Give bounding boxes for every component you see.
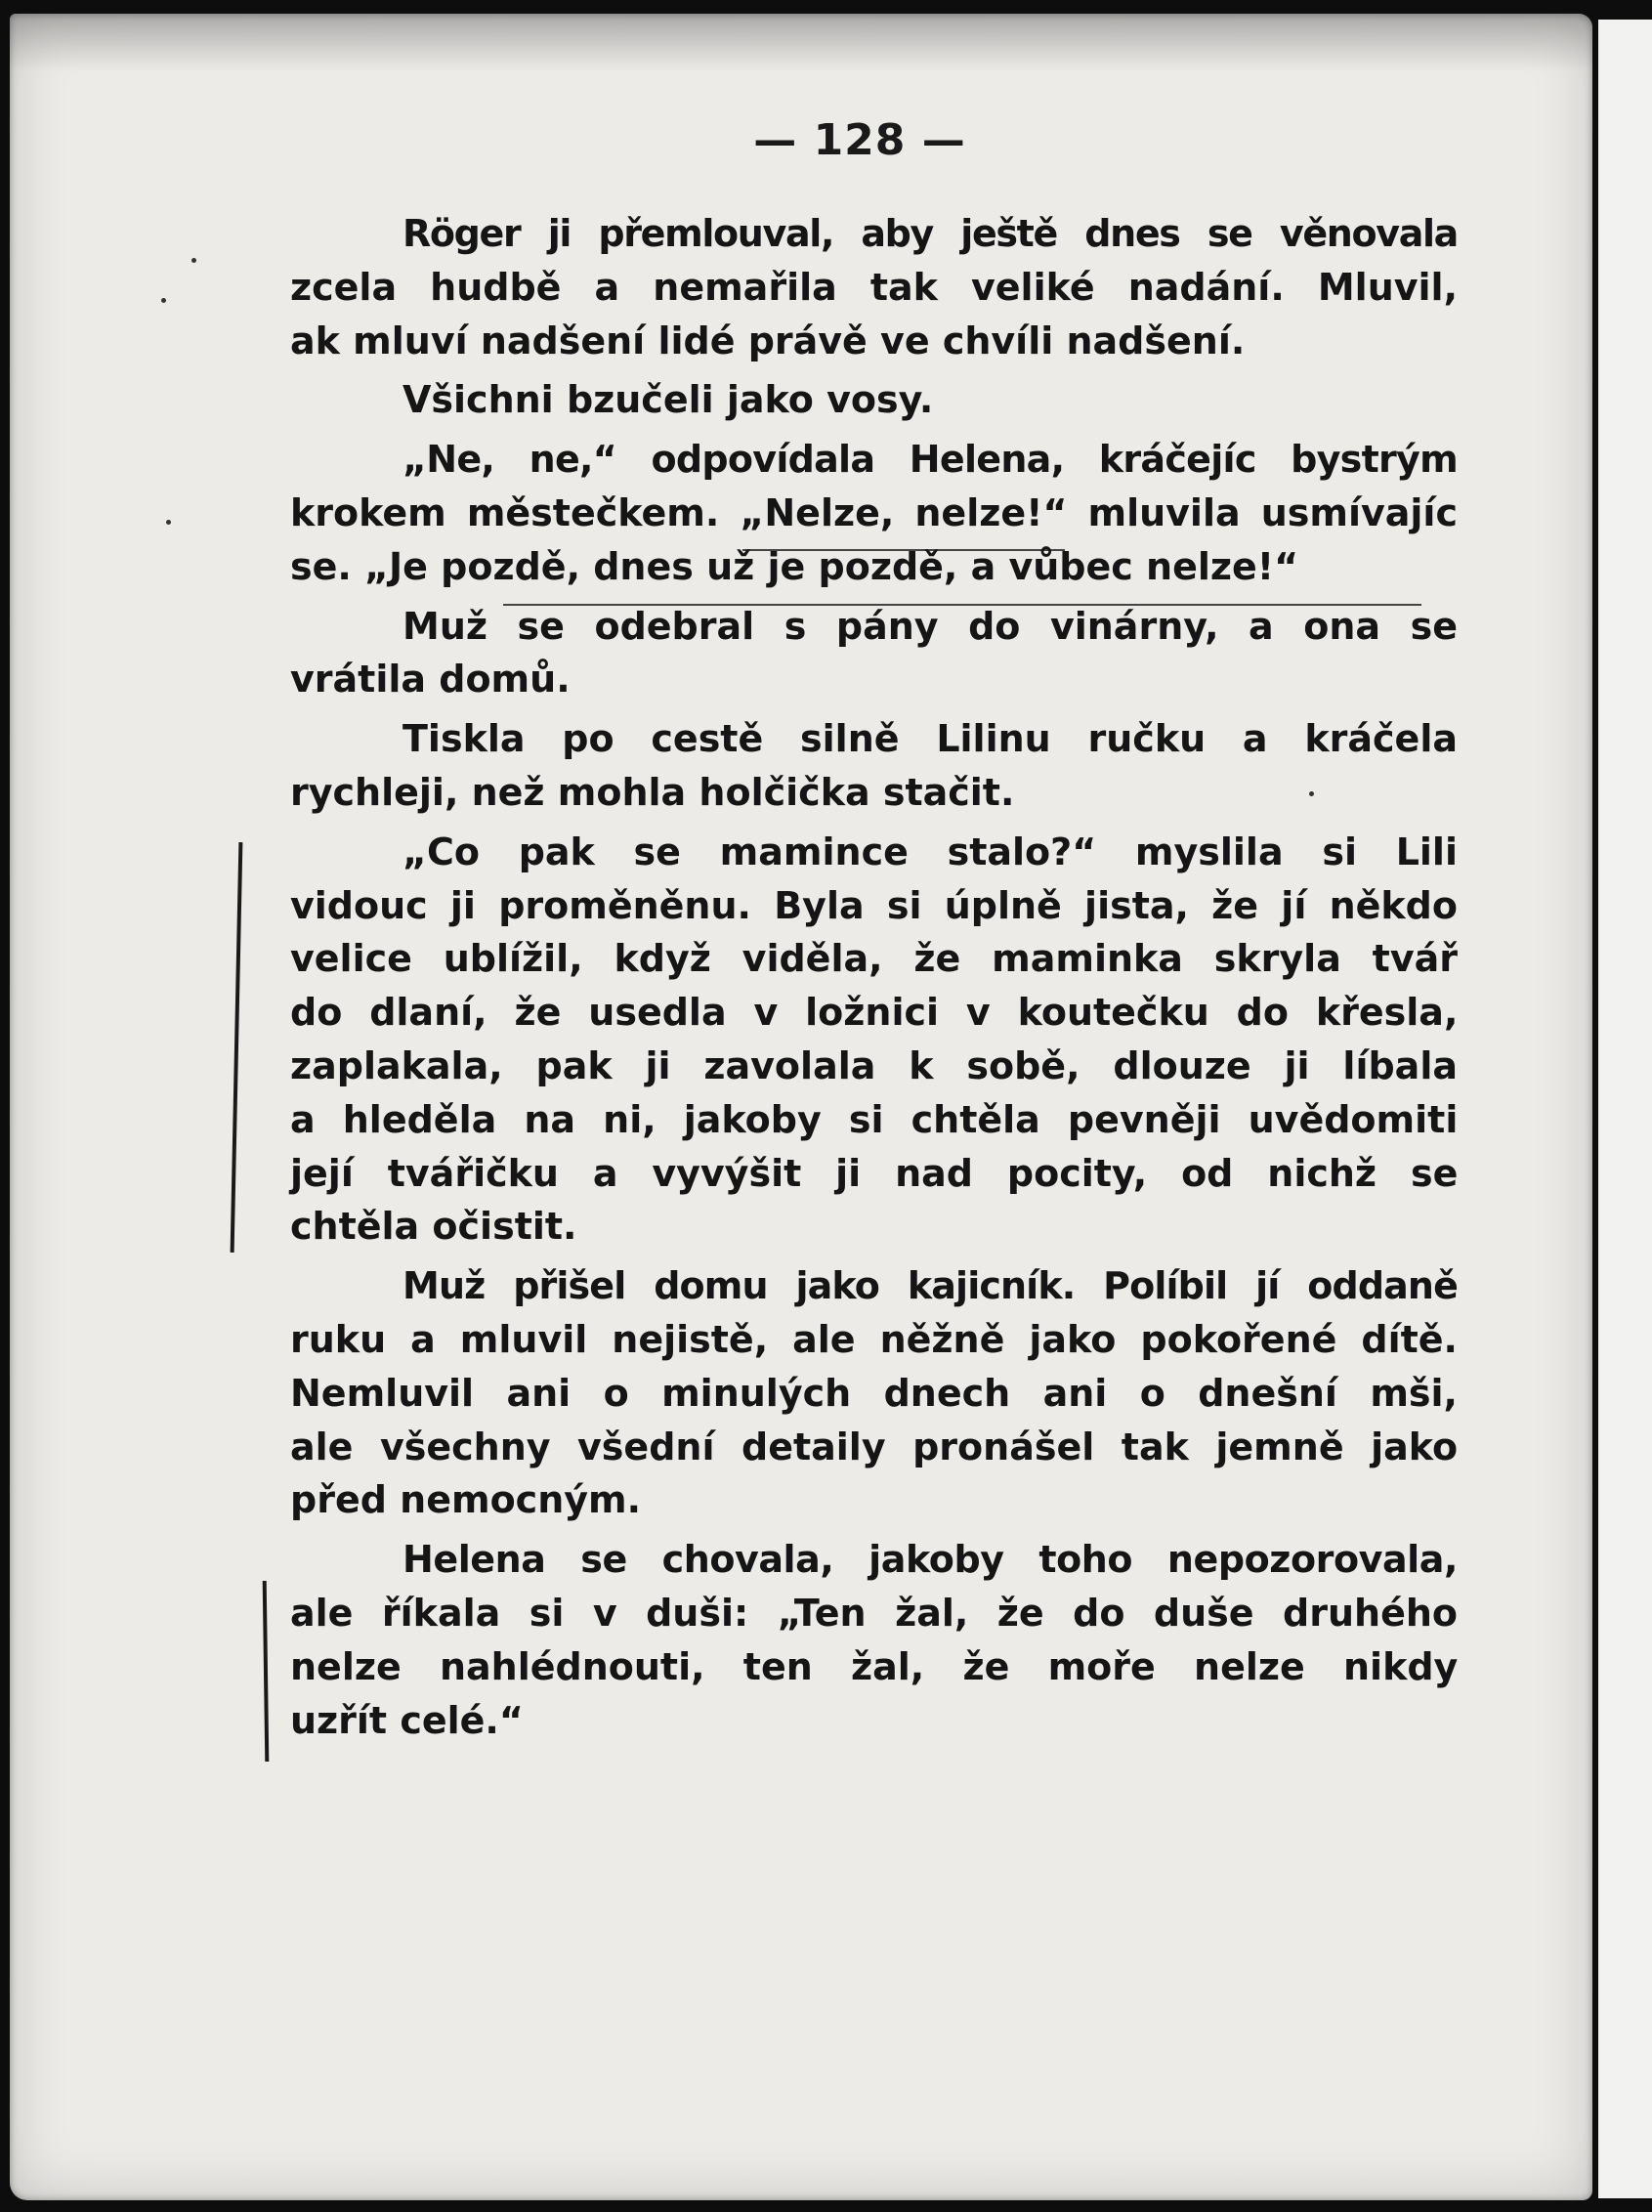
text-line: Muž přišel domu jako kajicník. Políbil jí oddaně [402,1264,1458,1308]
body-text [290,207,1458,1753]
text-line: Nemluvil ani o minulých dnech ani o dnešní mši, [290,1371,1458,1415]
text-line: rychleji, než mohla holčička stačit. [290,770,1015,814]
text-line: ruku a mluvil nejistě, ale něžně jako pokořené dítě. [290,1317,1458,1361]
paragraph [290,207,1458,367]
paragraph [290,600,1458,707]
dust-speck [166,520,171,525]
text-line: Všichni bzučeli jako vosy. [402,378,934,422]
text-line: ale říkala si v duši: „Ten žal, že do duše druhého [290,1591,1458,1635]
text-line: a hleděla na ni, jakoby si chtěla pevněji uvědomiti [290,1097,1459,1141]
text-line: Röger ji přemlouval, aby ještě dnes se věnovala [402,212,1458,255]
text-line: velice ublížil, když viděla, že maminka skryla tvář [290,937,1458,981]
text-line: chtěla očistit. [290,1205,577,1249]
text-line: zaplakala, pak ji zavolala k sobě, dlouze ji líbala [290,1043,1458,1087]
text-line: ale všechny všední detaily pronášel tak jemně jako [290,1425,1459,1468]
text-line: do dlaní, že usedla v ložnici v koutečku do křesla, [290,991,1459,1035]
text-line: krokem městečkem. „Nelze, nelze!“ mluvila usmívajíc [290,490,1458,534]
dust-speck [161,298,166,303]
page-number: — 128 — [753,115,966,165]
text-line: vidouc ji proměněnu. Byla si úplně jista, že jí někdo [290,883,1458,927]
paragraph [290,433,1458,593]
text-line: „Ne, ne,“ odpovídala Helena, kráčejíc bystrým [402,438,1458,482]
text-line: vrátila domů. [290,658,571,702]
paragraph [290,826,1458,1254]
text-line: její tvářičku a vyvýšit ji nad pocity, od nichž se [290,1151,1459,1195]
text-line: před nemocným. [290,1478,642,1522]
paragraph [290,373,1458,427]
text-line: Tiskla po cestě silně Lilinu ručku a kráčela [402,717,1458,761]
text-line: „Co pak se mamince stalo?“ myslila si Lili [402,830,1458,873]
text-line: se. „Je pozdě, dnes už je pozdě, a vůbec nelze!“ [290,544,1299,588]
dust-speck [191,258,196,263]
text-line: Muž se odebral s pány do vinárny, a ona se [402,604,1458,648]
text-line: uzřít celé.“ [290,1698,524,1742]
text-line: Helena se chovala, jakoby toho nepozorovala, [402,1538,1458,1582]
text-line: zcela hudbě a nemařila tak veliké nadání. Mluvil, [290,265,1459,309]
paragraph [290,1533,1458,1747]
text-line: ak mluví nadšení lidé právě ve chvíli nadšení. [290,319,1246,362]
paragraph [290,712,1458,820]
paragraph [290,1259,1458,1527]
adjacent-page-edge [1598,20,1652,2198]
text-line: nelze nahlédnouti, ten žal, že moře nelze nikdy [290,1644,1459,1688]
